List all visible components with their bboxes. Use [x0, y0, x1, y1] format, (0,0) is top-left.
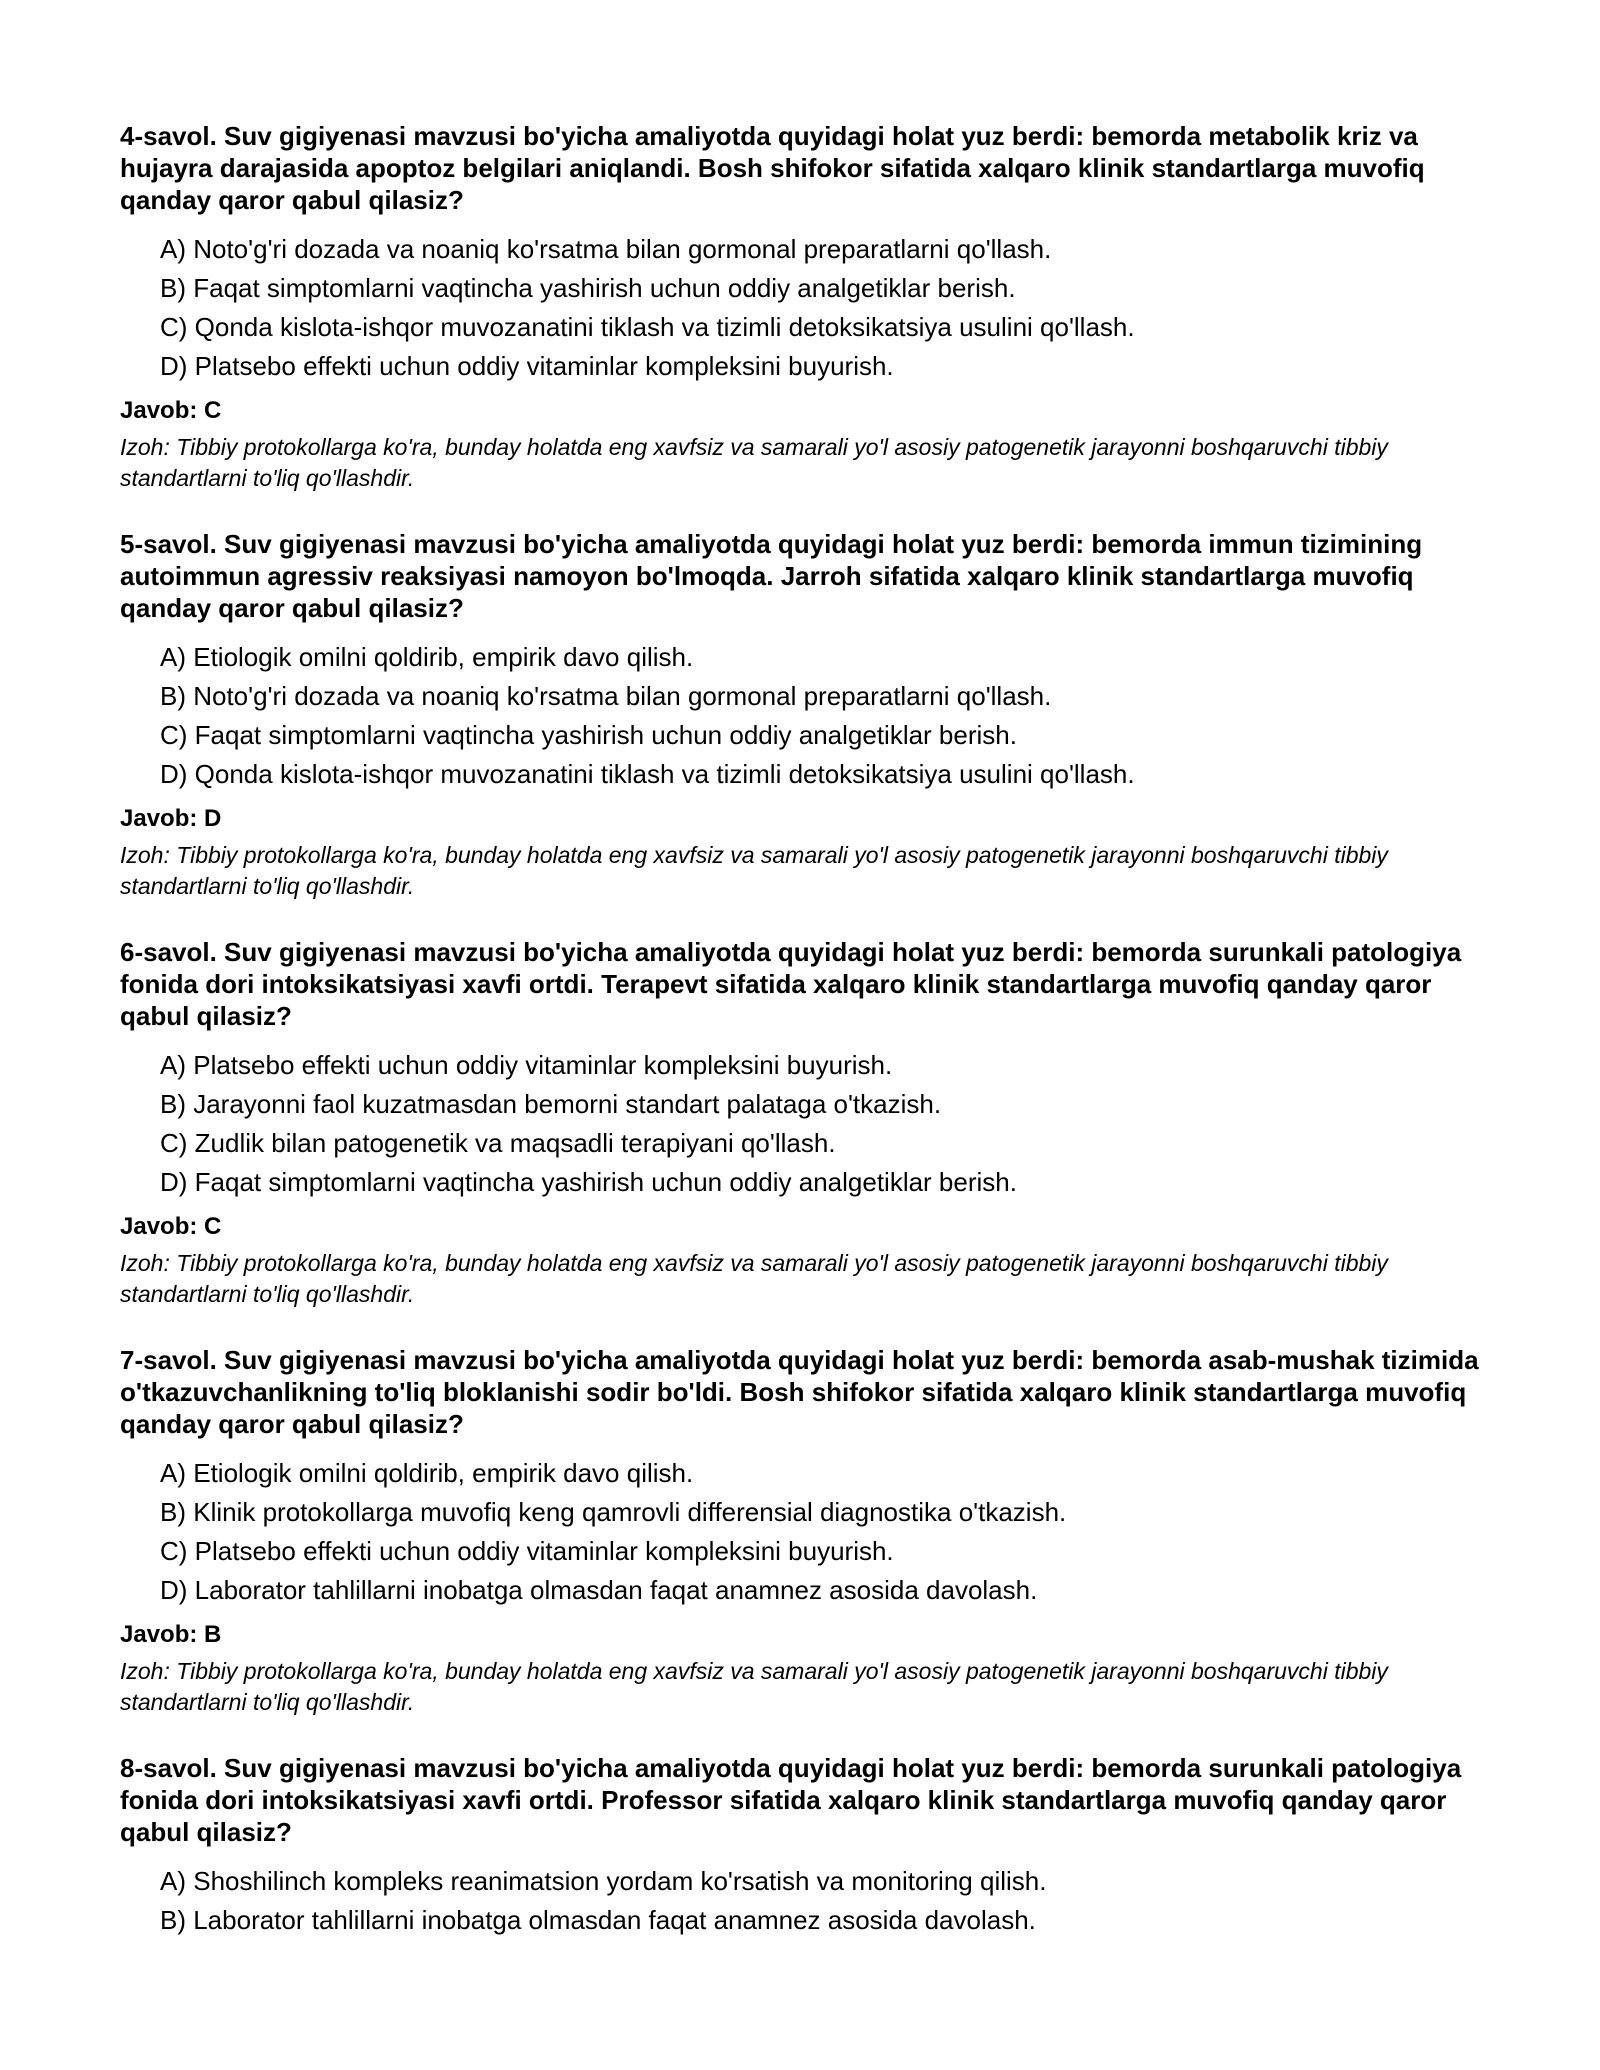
option-c: C) Faqat simptomlarni vaqtincha yashirish uchun oddiy analgetiklar berish.: [160, 720, 1017, 750]
question-block: [120, 1752, 1500, 1940]
question-block: [120, 120, 1500, 494]
option-c: C) Zudlik bilan patogenetik va maqsadli terapiyani qo'llash.: [160, 1128, 836, 1158]
question-title: 6-savol. Suv gigiyenasi mavzusi bo'yicha amaliyotda quyidagi holat yuz berdi: bemorda surunkali patologiya fonida dori intoksikatsiyasi xavfi ortdi. Terapevt sifatida xalqaro klinik standartlarga muvofiq qanday qaror qabul qilasiz?: [120, 937, 1462, 1031]
option-d: D) Platsebo effekti uchun oddiy vitaminlar kompleksini buyurish.: [160, 351, 894, 381]
question-block: [120, 936, 1500, 1310]
option-a: A) Noto'g'ri dozada va noaniq ko'rsatma bilan gormonal preparatlarni qo'llash.: [160, 234, 1052, 264]
option-b: B) Laborator tahlillarni inobatga olmasdan faqat anamnez asosida davolash.: [160, 1905, 1036, 1935]
answer-label: Javob: C: [120, 397, 222, 424]
answer-label: Javob: C: [120, 1213, 222, 1240]
options-list: [120, 638, 1500, 794]
option-b: B) Jarayonni faol kuzatmasdan bemorni standart palataga o'tkazish.: [160, 1089, 942, 1119]
question-block: [120, 1344, 1500, 1718]
option-d: D) Laborator tahlillarni inobatga olmasdan faqat anamnez asosida davolash.: [160, 1575, 1038, 1605]
option-d: D) Qonda kislota-ishqor muvozanatini tiklash va tizimli detoksikatsiya usulini qo'llash.: [160, 759, 1135, 789]
explanation-text: Izoh: Tibbiy protokollarga ko'ra, bunday holatda eng xavfsiz va samarali yo'l asosiy patogenetik jarayonni boshqaruvchi tibbiy standartlarni to'liq qo'llashdir.: [120, 842, 1388, 899]
explanation-text: Izoh: Tibbiy protokollarga ko'ra, bunday holatda eng xavfsiz va samarali yo'l asosiy patogenetik jarayonni boshqaruvchi tibbiy standartlarni to'liq qo'llashdir.: [120, 1658, 1388, 1715]
explanation-text: Izoh: Tibbiy protokollarga ko'ra, bunday holatda eng xavfsiz va samarali yo'l asosiy patogenetik jarayonni boshqaruvchi tibbiy standartlarni to'liq qo'llashdir.: [120, 434, 1388, 491]
option-b: B) Klinik protokollarga muvofiq keng qamrovli differensial diagnostika o'tkazish.: [160, 1497, 1067, 1527]
option-b: B) Faqat simptomlarni vaqtincha yashirish uchun oddiy analgetiklar berish.: [160, 273, 1016, 303]
options-list: [120, 1862, 1500, 1940]
option-d: D) Faqat simptomlarni vaqtincha yashirish uchun oddiy analgetiklar berish.: [160, 1167, 1017, 1197]
question-title: 5-savol. Suv gigiyenasi mavzusi bo'yicha amaliyotda quyidagi holat yuz berdi: bemorda immun tizimining autoimmun agressiv reaksiyasi namoyon bo'lmoqda. Jarroh sifatida xalqaro klinik standartlarga muvofiq qanday qaror qabul qilasiz?: [120, 529, 1423, 623]
question-block: [120, 528, 1500, 902]
option-a: A) Shoshilinch kompleks reanimatsion yordam ko'rsatish va monitoring qilish.: [160, 1866, 1047, 1896]
explanation-text: Izoh: Tibbiy protokollarga ko'ra, bunday holatda eng xavfsiz va samarali yo'l asosiy patogenetik jarayonni boshqaruvchi tibbiy standartlarni to'liq qo'llashdir.: [120, 1250, 1388, 1307]
option-c: C) Platsebo effekti uchun oddiy vitaminlar kompleksini buyurish.: [160, 1536, 894, 1566]
option-a: A) Platsebo effekti uchun oddiy vitaminlar kompleksini buyurish.: [160, 1050, 893, 1080]
question-title: 4-savol. Suv gigiyenasi mavzusi bo'yicha amaliyotda quyidagi holat yuz berdi: bemorda metabolik kriz va hujayra darajasida apoptoz belgilari aniqlandi. Bosh shifokor sifatida xalqaro klinik standartlarga muvofiq qanday qaror qabul qilasiz?: [120, 121, 1425, 215]
option-c: C) Qonda kislota-ishqor muvozanatini tiklash va tizimli detoksikatsiya usulini qo'llash.: [160, 312, 1135, 342]
answer-label: Javob: B: [120, 1621, 222, 1648]
answer-label: Javob: D: [120, 805, 222, 832]
options-list: [120, 1046, 1500, 1202]
question-title: 7-savol. Suv gigiyenasi mavzusi bo'yicha amaliyotda quyidagi holat yuz berdi: bemorda asab-mushak tizimida o'tkazuvchanlikning to'liq bloklanishi sodir bo'ldi. Bosh shifokor sifatida xalqaro klinik standartlarga muvofiq qanday qaror qabul qilasiz?: [120, 1345, 1479, 1439]
option-a: A) Etiologik omilni qoldirib, empirik davo qilish.: [160, 642, 694, 672]
options-list: [120, 230, 1500, 386]
options-list: [120, 1454, 1500, 1610]
question-title: 8-savol. Suv gigiyenasi mavzusi bo'yicha amaliyotda quyidagi holat yuz berdi: bemorda surunkali patologiya fonida dori intoksikatsiyasi xavfi ortdi. Professor sifatida xalqaro klinik standartlarga muvofiq qanday qaror qabul qilasiz?: [120, 1753, 1462, 1847]
option-a: A) Etiologik omilni qoldirib, empirik davo qilish.: [160, 1458, 694, 1488]
option-b: B) Noto'g'ri dozada va noaniq ko'rsatma bilan gormonal preparatlarni qo'llash.: [160, 681, 1052, 711]
